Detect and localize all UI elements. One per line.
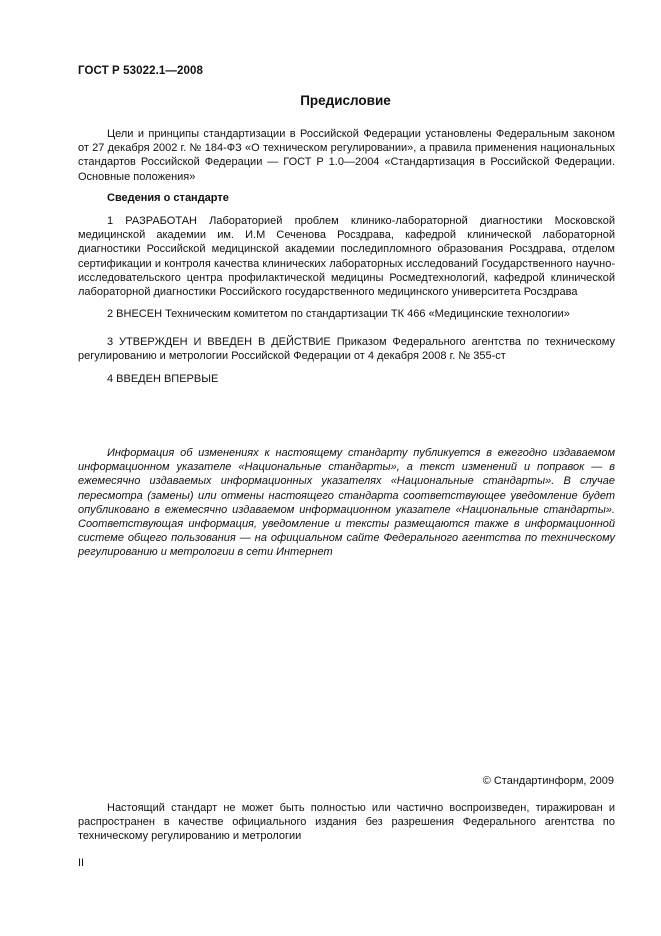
intro-paragraph: Цели и принципы стандартизации в Российской Федерации установлены Федеральным законом от 27 декабря 2002 г. № 184-ФЗ «О техническом регулировании», а правила применения национальных стандартов Российской Федерации — ГОСТ Р 1.0—2004 «Стандартизация в Российской Федерации. Основные положения» xyxy=(78,128,615,183)
item-approved: 3 УТВЕРЖДЕН И ВВЕДЕН В ДЕЙСТВИЕ Приказом Федерального агентства по техническому регулированию и метрологии Российской Федерации от 4 декабря 2008 г. № 355-ст xyxy=(78,336,615,363)
info-heading: Сведения о стандарте xyxy=(107,192,229,204)
reproduction-notice: Настоящий стандарт не может быть полностью или частично воспроизведен, тиражирован и распространен в качестве официального издания без разрешения Федерального агентства по техническому регулированию и метрологии xyxy=(78,802,615,843)
item-developed: 1 РАЗРАБОТАН Лабораторией проблем клинико-лабораторной диагностики Московской медицинской академии им. И.М Сеченова Росздрава, кафедрой клинической лабораторной диагностики Российской медицинской академии последипломного образования Росздрава, отделом сертификации и контроля качества клинических лабораторных исследований Государственного научно-исследовательского центра профилактической медицины Росмедтехнологий, кафедрой клинической лабораторной диагностики Российского государственного медицинского университета Росздрава xyxy=(78,215,615,299)
copyright: © Стандартинформ, 2009 xyxy=(482,775,614,787)
page-title: Предисловие xyxy=(300,93,391,108)
standard-code: ГОСТ Р 53022.1—2008 xyxy=(78,65,203,77)
page-number: II xyxy=(78,857,85,869)
item-introduced: 4 ВВЕДЕН ВПЕРВЫЕ xyxy=(107,373,219,385)
notice-paragraph: Информация об изменениях к настоящему стандарту публикуется в ежегодно издаваемом информационном указателе «Национальные стандарты», а текст изменений и поправок — в ежемесячно издаваемых информационных указателях «Национальные стандарты». В случае пересмотра (замены) или отмены настоящего стандарта соответствующее уведомление будет опубликовано в ежемесячно издаваемом информационном указателе «Национальные стандарты». Соответствующая информация, уведомление и тексты размещаются также в информационной системе общего пользования — на официальном сайте Федерального агентства по техническому регулированию и метрологии в сети Интернет xyxy=(78,447,615,559)
item-submitted: 2 ВНЕСЕН Техническим комитетом по стандартизации ТК 466 «Медицинские технологии» xyxy=(107,308,570,320)
